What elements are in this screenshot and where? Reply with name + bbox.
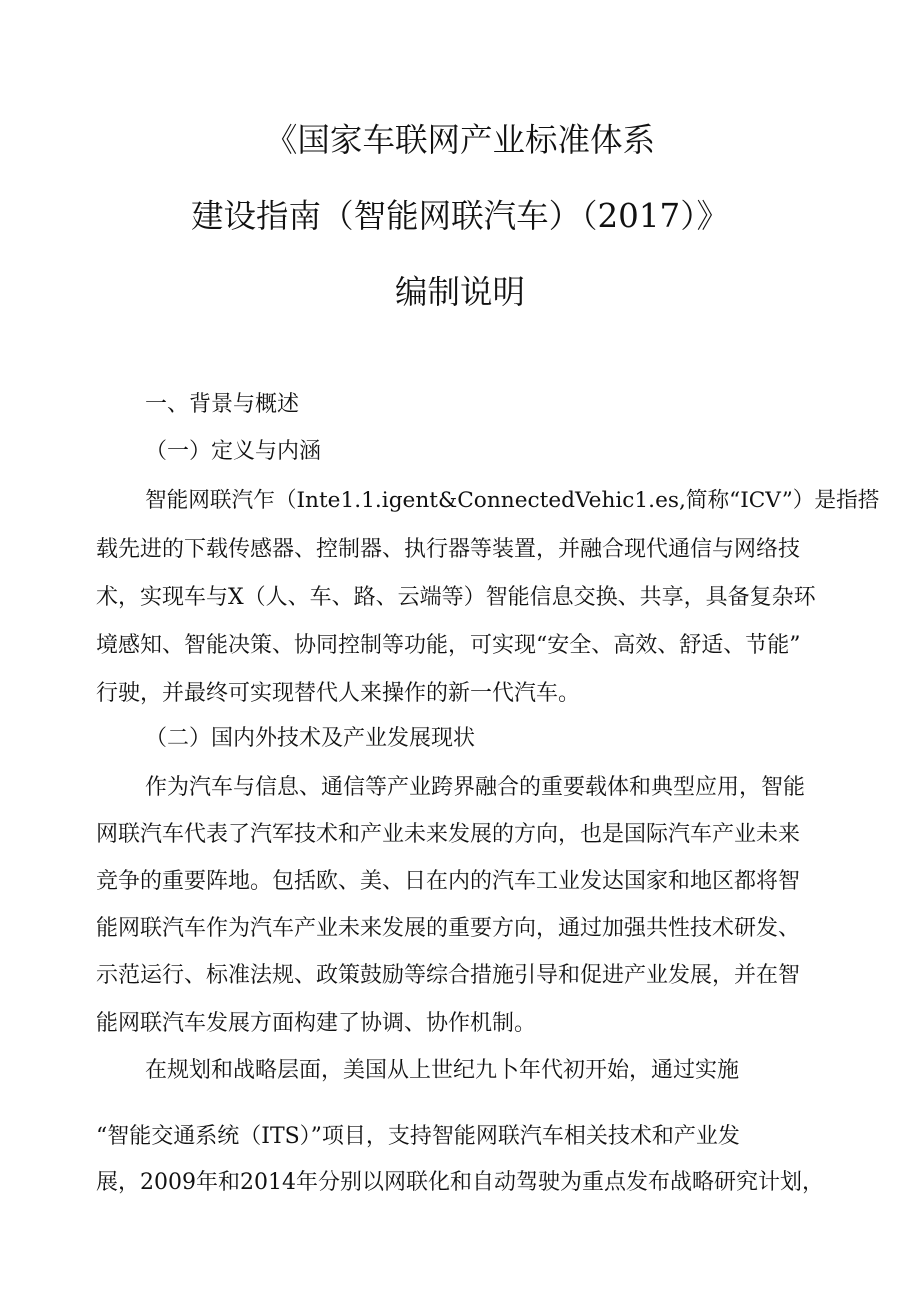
definition-paragraph-line: 行驶，并最终可实现替代人来操作的新一代汽车。	[96, 681, 581, 706]
definition-paragraph-line: 智能网联汽乍（Inte1.1.igent&ConnectedVehic1.es,简称“ICV”）是指搭	[145, 488, 880, 513]
section-heading-background: 一、背景与概述	[145, 392, 300, 417]
status-paragraph-line: 网联汽车代表了汽军技术和产业未来发展的方向，也是国际汽车产业未来	[96, 822, 801, 847]
strategy-paragraph-line: 在规划和战略层面，美国从上世纪九卜年代初开始，通过实施	[145, 1058, 740, 1083]
status-paragraph-line: 作为汽车与信息、通信等产业跨界融合的重要载体和典型应用，智能	[145, 775, 806, 800]
strategy-paragraph-line: 展，2009年和2014年分别以网联化和自动驾驶为重点发布战略研究计划，	[96, 1170, 824, 1195]
definition-paragraph-line: 载先进的下载传感器、控制器、执行器等装置，并融合现代通信与网络技	[96, 537, 801, 562]
strategy-paragraph-line: “智能交通系统（ITS）”项目，支持智能网联汽车相关技术和产业发	[96, 1124, 740, 1149]
document-title-line-2: 建设指南（智能网联汽车）（2017）》	[191, 197, 729, 235]
definition-paragraph-line: 境感知、智能决策、协同控制等功能，可实现“安全、高效、舒适、节能”	[96, 633, 801, 658]
status-paragraph-line: 能网联汽车作为汽车产业未来发展的重要方向，通过加强共性技术研发、	[96, 916, 801, 941]
document-title-line-1: 《国家车联网产业标准体系	[264, 121, 656, 159]
document-title-line-3: 编制说明	[394, 273, 526, 311]
subsection-heading-definition: （一）定义与内涵	[145, 439, 322, 464]
status-paragraph-line: 能网联汽车发展方面构建了协调、协作机制。	[96, 1011, 537, 1036]
definition-paragraph-line: 术，实现车与X（人、车、路、云端等）智能信息交换、共享，具备复杂环	[96, 585, 816, 610]
status-paragraph-line: 竞争的重要阵地。包括欧、美、日在内的汽车工业发达国家和地区都将智	[96, 869, 801, 894]
status-paragraph-line: 示范运行、标准法规、政策鼓励等综合措施引导和促进产业发展，并在智	[96, 963, 801, 988]
subsection-heading-status: （二）国内外技术及产业发展现状	[145, 726, 476, 751]
